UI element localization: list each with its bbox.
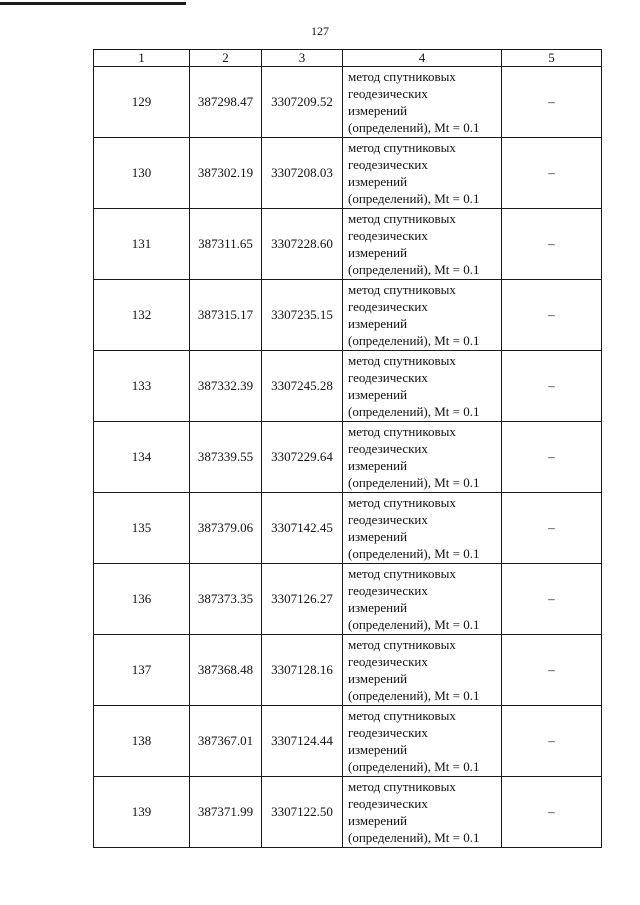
method-line: геодезических bbox=[348, 228, 428, 243]
method-cell bbox=[343, 138, 502, 209]
method-line: измерений bbox=[348, 458, 408, 473]
method-line: метод спутниковых bbox=[348, 353, 456, 368]
note-cell: – bbox=[502, 706, 602, 777]
method-line: (определений), Mt = 0.1 bbox=[348, 120, 480, 135]
point-number-cell: 130 bbox=[94, 138, 190, 209]
x-coordinate-cell: 387367.01 bbox=[190, 706, 262, 777]
method-line: (определений), Mt = 0.1 bbox=[348, 475, 480, 490]
note-cell: – bbox=[502, 777, 602, 848]
method-line: метод спутниковых bbox=[348, 708, 456, 723]
column-header-1: 1 bbox=[94, 50, 190, 67]
x-coordinate-cell: 387302.19 bbox=[190, 138, 262, 209]
table-row bbox=[94, 67, 602, 138]
method-line: геодезических bbox=[348, 299, 428, 314]
x-coordinate-cell: 387368.48 bbox=[190, 635, 262, 706]
note-cell: – bbox=[502, 138, 602, 209]
table-row bbox=[94, 138, 602, 209]
method-line: геодезических bbox=[348, 441, 428, 456]
column-header-3: 3 bbox=[262, 50, 343, 67]
method-cell bbox=[343, 422, 502, 493]
note-cell: – bbox=[502, 493, 602, 564]
method-line: (определений), Mt = 0.1 bbox=[348, 546, 480, 561]
x-coordinate-cell: 387339.55 bbox=[190, 422, 262, 493]
method-line: измерений bbox=[348, 529, 408, 544]
table-body bbox=[94, 67, 602, 848]
method-cell bbox=[343, 351, 502, 422]
note-cell: – bbox=[502, 422, 602, 493]
column-header-2: 2 bbox=[190, 50, 262, 67]
note-cell: – bbox=[502, 635, 602, 706]
method-line: метод спутниковых bbox=[348, 495, 456, 510]
method-cell bbox=[343, 493, 502, 564]
table-row bbox=[94, 564, 602, 635]
column-header-5: 5 bbox=[502, 50, 602, 67]
y-coordinate-cell: 3307235.15 bbox=[262, 280, 343, 351]
y-coordinate-cell: 3307126.27 bbox=[262, 564, 343, 635]
note-cell: – bbox=[502, 280, 602, 351]
method-line: геодезических bbox=[348, 725, 428, 740]
method-line: метод спутниковых bbox=[348, 140, 456, 155]
x-coordinate-cell: 387371.99 bbox=[190, 777, 262, 848]
method-line: геодезических bbox=[348, 583, 428, 598]
y-coordinate-cell: 3307128.16 bbox=[262, 635, 343, 706]
y-coordinate-cell: 3307228.60 bbox=[262, 209, 343, 280]
method-line: (определений), Mt = 0.1 bbox=[348, 830, 480, 845]
x-coordinate-cell: 387298.47 bbox=[190, 67, 262, 138]
table-row bbox=[94, 493, 602, 564]
table-row bbox=[94, 209, 602, 280]
point-number-cell: 129 bbox=[94, 67, 190, 138]
x-coordinate-cell: 387311.65 bbox=[190, 209, 262, 280]
method-line: (определений), Mt = 0.1 bbox=[348, 333, 480, 348]
method-line: (определений), Mt = 0.1 bbox=[348, 404, 480, 419]
method-line: измерений bbox=[348, 174, 408, 189]
table-header bbox=[94, 50, 602, 67]
method-cell bbox=[343, 209, 502, 280]
point-number-cell: 138 bbox=[94, 706, 190, 777]
method-line: метод спутниковых bbox=[348, 282, 456, 297]
y-coordinate-cell: 3307208.03 bbox=[262, 138, 343, 209]
note-cell: – bbox=[502, 564, 602, 635]
method-line: (определений), Mt = 0.1 bbox=[348, 191, 480, 206]
method-cell bbox=[343, 777, 502, 848]
header-row bbox=[94, 50, 602, 67]
method-line: геодезических bbox=[348, 86, 428, 101]
method-cell bbox=[343, 635, 502, 706]
point-number-cell: 135 bbox=[94, 493, 190, 564]
method-line: метод спутниковых bbox=[348, 779, 456, 794]
y-coordinate-cell: 3307142.45 bbox=[262, 493, 343, 564]
method-line: геодезических bbox=[348, 654, 428, 669]
x-coordinate-cell: 387379.06 bbox=[190, 493, 262, 564]
top-rule bbox=[0, 2, 186, 5]
method-line: измерений bbox=[348, 387, 408, 402]
table-row bbox=[94, 280, 602, 351]
method-line: измерений bbox=[348, 103, 408, 118]
table-row bbox=[94, 706, 602, 777]
table-row bbox=[94, 351, 602, 422]
y-coordinate-cell: 3307209.52 bbox=[262, 67, 343, 138]
method-cell bbox=[343, 564, 502, 635]
method-line: (определений), Mt = 0.1 bbox=[348, 688, 480, 703]
note-cell: – bbox=[502, 351, 602, 422]
point-number-cell: 137 bbox=[94, 635, 190, 706]
method-line: метод спутниковых bbox=[348, 424, 456, 439]
y-coordinate-cell: 3307124.44 bbox=[262, 706, 343, 777]
note-cell: – bbox=[502, 67, 602, 138]
x-coordinate-cell: 387332.39 bbox=[190, 351, 262, 422]
method-line: (определений), Mt = 0.1 bbox=[348, 617, 480, 632]
x-coordinate-cell: 387315.17 bbox=[190, 280, 262, 351]
point-number-cell: 133 bbox=[94, 351, 190, 422]
method-cell bbox=[343, 67, 502, 138]
point-number-cell: 132 bbox=[94, 280, 190, 351]
table-row bbox=[94, 422, 602, 493]
x-coordinate-cell: 387373.35 bbox=[190, 564, 262, 635]
method-line: геодезических bbox=[348, 157, 428, 172]
method-cell bbox=[343, 280, 502, 351]
method-line: измерений bbox=[348, 316, 408, 331]
method-line: измерений bbox=[348, 813, 408, 828]
method-line: измерений bbox=[348, 742, 408, 757]
method-line: измерений bbox=[348, 600, 408, 615]
table-row bbox=[94, 777, 602, 848]
method-line: метод спутниковых bbox=[348, 637, 456, 652]
method-line: метод спутниковых bbox=[348, 566, 456, 581]
y-coordinate-cell: 3307122.50 bbox=[262, 777, 343, 848]
coordinates-table bbox=[93, 49, 602, 848]
method-line: геодезических bbox=[348, 796, 428, 811]
method-line: измерений bbox=[348, 245, 408, 260]
page-number: 127 bbox=[311, 24, 329, 38]
note-cell: – bbox=[502, 209, 602, 280]
method-line: метод спутниковых bbox=[348, 211, 456, 226]
y-coordinate-cell: 3307245.28 bbox=[262, 351, 343, 422]
point-number-cell: 139 bbox=[94, 777, 190, 848]
point-number-cell: 136 bbox=[94, 564, 190, 635]
method-cell bbox=[343, 706, 502, 777]
method-line: геодезических bbox=[348, 512, 428, 527]
point-number-cell: 131 bbox=[94, 209, 190, 280]
method-line: (определений), Mt = 0.1 bbox=[348, 759, 480, 774]
table-row bbox=[94, 635, 602, 706]
method-line: измерений bbox=[348, 671, 408, 686]
method-line: геодезических bbox=[348, 370, 428, 385]
method-line: метод спутниковых bbox=[348, 69, 456, 84]
point-number-cell: 134 bbox=[94, 422, 190, 493]
column-header-4: 4 bbox=[343, 50, 502, 67]
y-coordinate-cell: 3307229.64 bbox=[262, 422, 343, 493]
method-line: (определений), Mt = 0.1 bbox=[348, 262, 480, 277]
